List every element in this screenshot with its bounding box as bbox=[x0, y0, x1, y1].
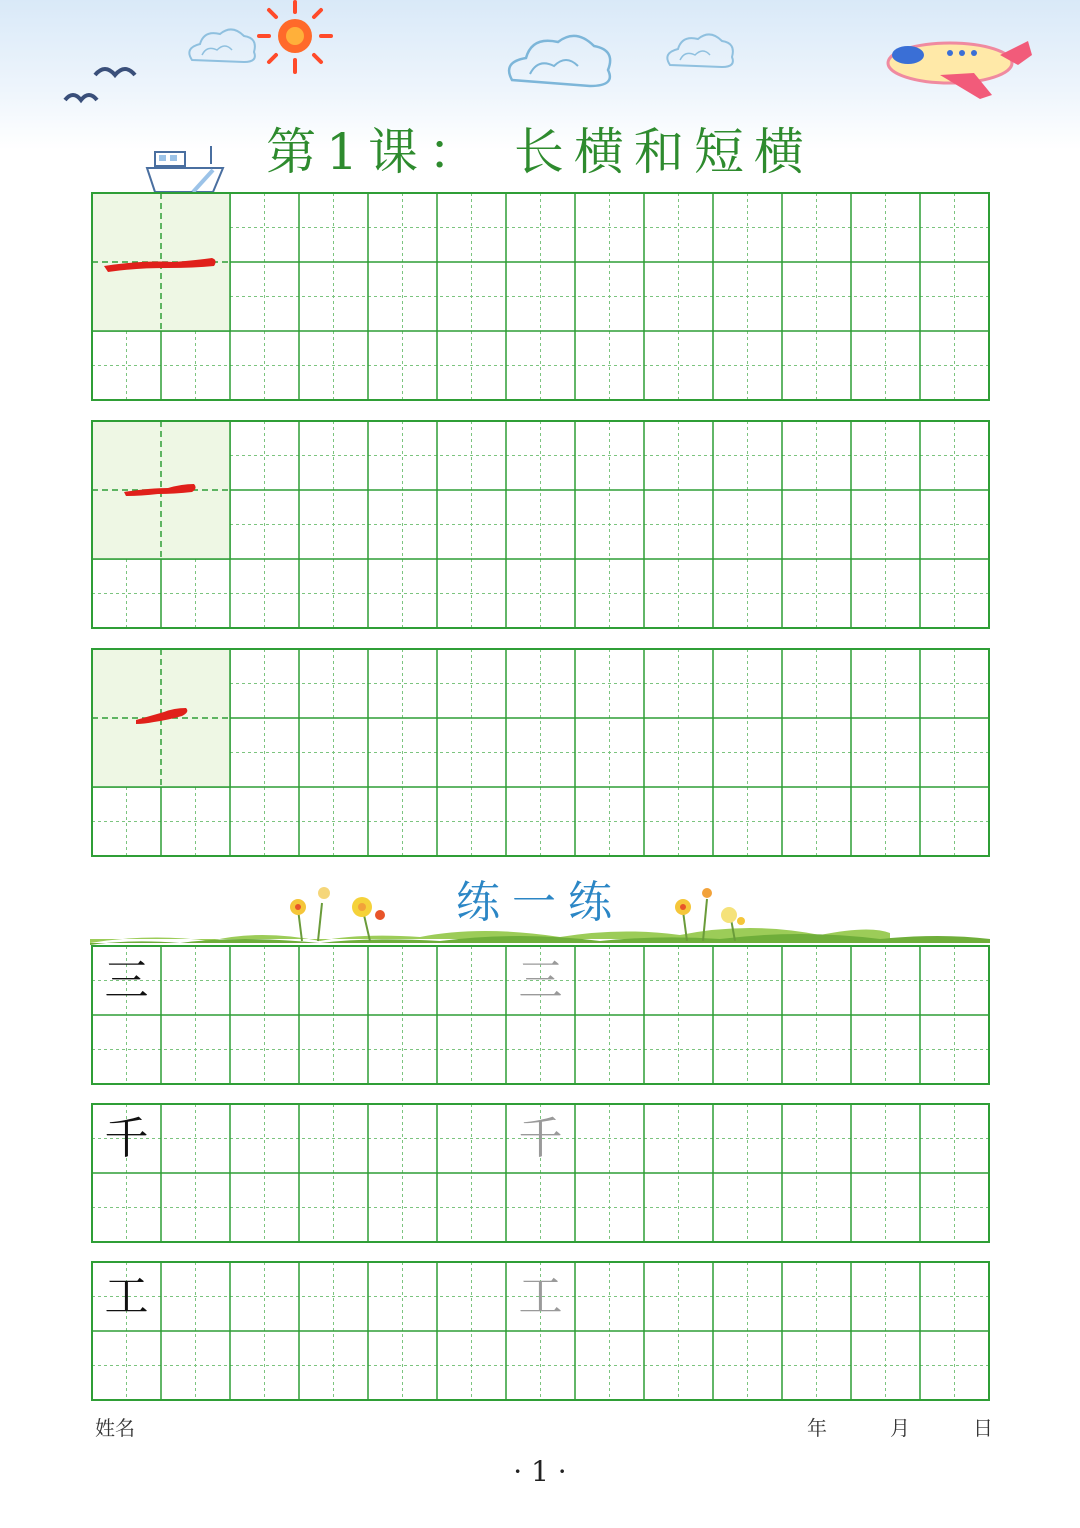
practice-section-title: 练一练 bbox=[456, 877, 624, 928]
lesson-title: 第1课： 长横和短横 bbox=[266, 123, 814, 181]
name-label: 姓名 bbox=[95, 1416, 135, 1440]
trace-character: 三 bbox=[518, 955, 563, 1006]
flower-icon bbox=[665, 885, 755, 943]
model-character: 千 bbox=[104, 1113, 149, 1164]
month-label: 月 bbox=[890, 1416, 910, 1440]
page-number: · 1 · bbox=[513, 1455, 567, 1488]
day-label: 日 bbox=[973, 1416, 993, 1440]
grass-icon bbox=[90, 925, 990, 947]
model-character: 工 bbox=[104, 1271, 149, 1322]
flower-icon bbox=[282, 885, 392, 943]
year-label: 年 bbox=[807, 1416, 827, 1440]
trace-character: 工 bbox=[518, 1271, 563, 1322]
trace-character: 千 bbox=[518, 1113, 563, 1164]
model-character: 三 bbox=[104, 955, 149, 1006]
